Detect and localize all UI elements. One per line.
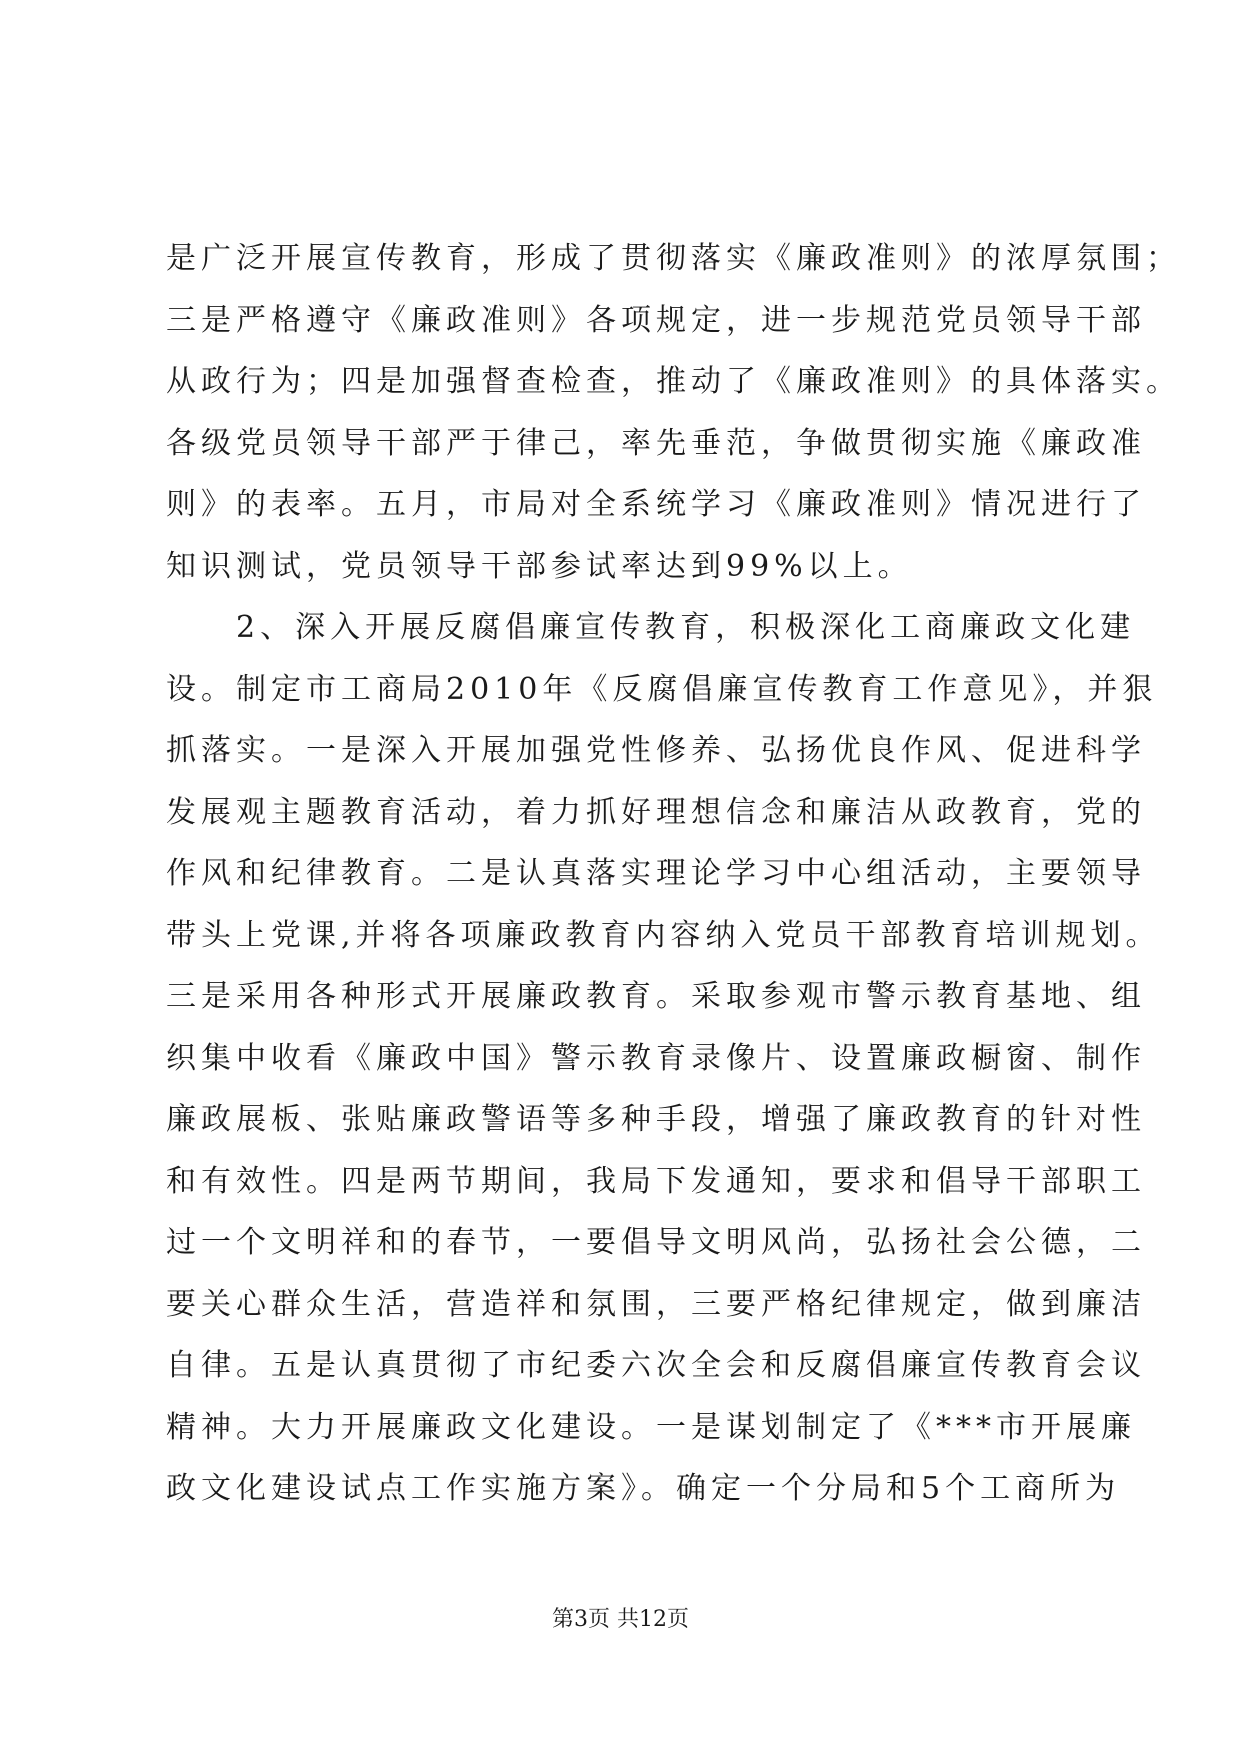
- text-line: 则》的表率。五月，市局对全系统学习《廉政准则》情况进行了: [166, 487, 1146, 522]
- body-text: [166, 228, 1181, 1520]
- text-line: 三是采用各种形式开展廉政教育。采取参观市警示教育基地、组: [166, 979, 1146, 1014]
- text-line: 精神。大力开展廉政文化建设。一是谋划制定了《***市开展廉: [166, 1409, 1136, 1445]
- text-line: 作风和纪律教育。二是认真落实理论学习中心组活动，主要领导: [166, 856, 1146, 891]
- text-line: 廉政展板、张贴廉政警语等多种手段，增强了廉政教育的针对性: [166, 1102, 1146, 1137]
- text-line: 2、深入开展反腐倡廉宣传教育，积极深化工商廉政文化建: [166, 610, 1136, 645]
- text-line: 带头上党课,并将各项廉政教育内容纳入党员干部教育培训规划。: [166, 917, 1161, 953]
- text-line: 过一个文明祥和的春节，一要倡导文明风尚，弘扬社会公德，二: [166, 1225, 1146, 1260]
- text-line: 自律。五是认真贯彻了市纪委六次全会和反腐倡廉宣传教育会议: [166, 1348, 1146, 1383]
- text-line: 知识测试，党员领导干部参试率达到99%以上。: [166, 548, 913, 584]
- text-line: 和有效性。四是两节期间，我局下发通知，要求和倡导干部职工: [166, 1163, 1146, 1199]
- text-line: 设。制定市工商局2010年《反腐倡廉宣传教育工作意见》，并狠: [166, 671, 1158, 707]
- text-line: 发展观主题教育活动，着力抓好理想信念和廉洁从政教育，党的: [166, 794, 1146, 830]
- text-line: 各级党员领导干部严于律己，率先垂范，争做贯彻实施《廉政准: [166, 425, 1146, 461]
- text-line: 织集中收看《廉政中国》警示教育录像片、设置廉政橱窗、制作: [166, 1040, 1146, 1076]
- text-line: 抓落实。一是深入开展加强党性修养、弘扬优良作风、促进科学: [166, 733, 1146, 768]
- page-number: 第3页 共12页: [552, 1607, 689, 1632]
- page-footer: [0, 1602, 1241, 1633]
- text-line: 要关心群众生活，营造祥和氛围，三要严格纪律规定，做到廉洁: [166, 1286, 1146, 1322]
- text-line: 是广泛开展宣传教育，形成了贯彻落实《廉政准则》的浓厚氛围；: [166, 241, 1181, 276]
- text-line: 三是严格遵守《廉政准则》各项规定，进一步规范党员领导干部: [166, 302, 1146, 338]
- text-line: 从政行为；四是加强督查检查，推动了《廉政准则》的具体落实。: [166, 364, 1181, 399]
- text-line: 政文化建设试点工作实施方案》。确定一个分局和5个工商所为: [166, 1471, 1121, 1506]
